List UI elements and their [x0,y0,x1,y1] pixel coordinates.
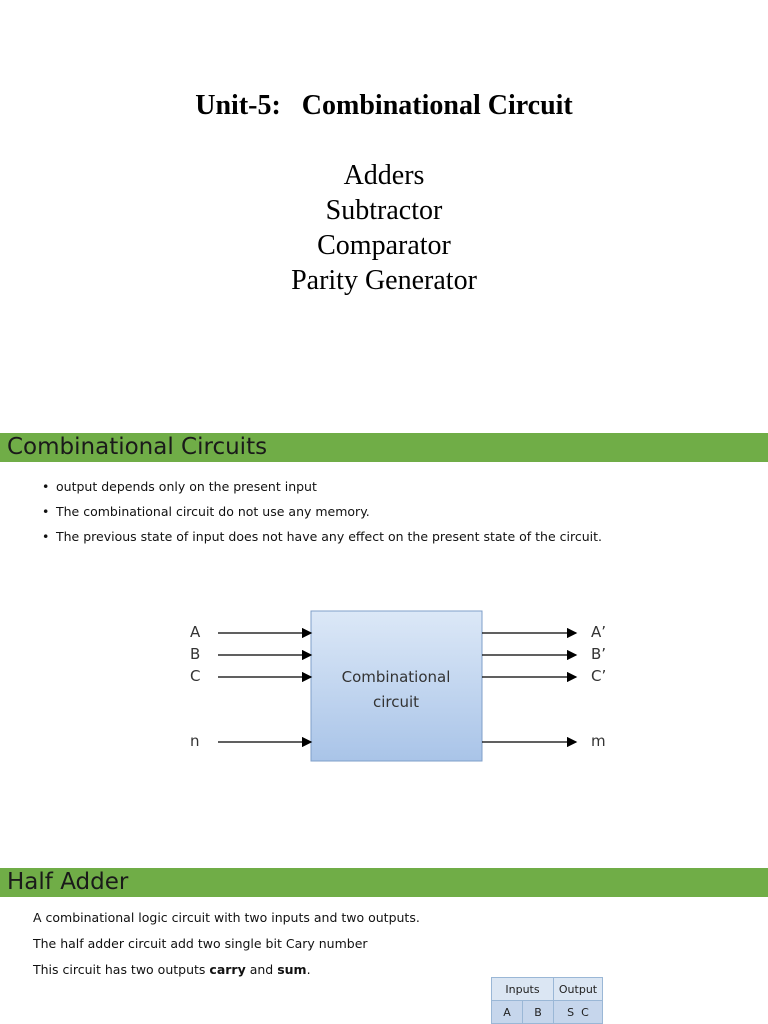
half-adder-text [33,908,420,986]
output-label-a: A’ [591,623,607,641]
input-label-c: C [190,667,201,685]
topic-adders: Adders [343,160,425,191]
combinational-circuit-diagram [0,590,768,790]
output-header: Output [554,978,603,1001]
line3-and: and [245,962,278,977]
output-label-b: B’ [591,645,607,663]
section-header-combinational: Combinational Circuits [0,433,768,462]
topic-parity-generator: Parity Generator [291,265,477,296]
sum-word: sum [277,962,307,977]
half-adder-line-2: The half adder circuit add two single bit Cary number [33,936,368,951]
topic-comparator: Comparator [317,230,451,261]
col-sc: S C [554,1001,603,1024]
col-a: A [492,1001,523,1024]
combinational-block [311,611,482,761]
half-adder-line-1: A combinational logic circuit with two inputs and two outputs. [33,910,420,925]
slide-title: Unit-5: Combinational Circuit [195,90,573,121]
line3-suffix: . [306,962,311,977]
bullet-item: • The previous state of input does not have any effect on the present state of the circuit. [40,528,602,553]
bullet-list [40,478,602,553]
half-adder-line-3 [33,960,420,986]
col-b: B [523,1001,554,1024]
bullet-item: • output depends only on the present input [40,478,602,503]
bullet-item: • The combinational circuit do not use any memory. [40,503,602,528]
input-label-a: A [190,623,201,641]
output-label-m: m [591,732,606,750]
output-label-c: C’ [591,667,607,685]
truth-table [491,977,603,1024]
block-label-line1: Combinational [341,668,451,686]
carry-word: carry [209,962,246,977]
block-label-line2: circuit [372,693,420,711]
inputs-header: Inputs [492,978,554,1001]
topic-list [0,158,768,298]
input-label-b: B [190,645,201,663]
line3-prefix: This circuit has two outputs [33,962,210,977]
section-header-half-adder: Half Adder [0,868,768,897]
input-label-n: n [190,732,200,750]
topic-subtractor: Subtractor [325,195,443,226]
